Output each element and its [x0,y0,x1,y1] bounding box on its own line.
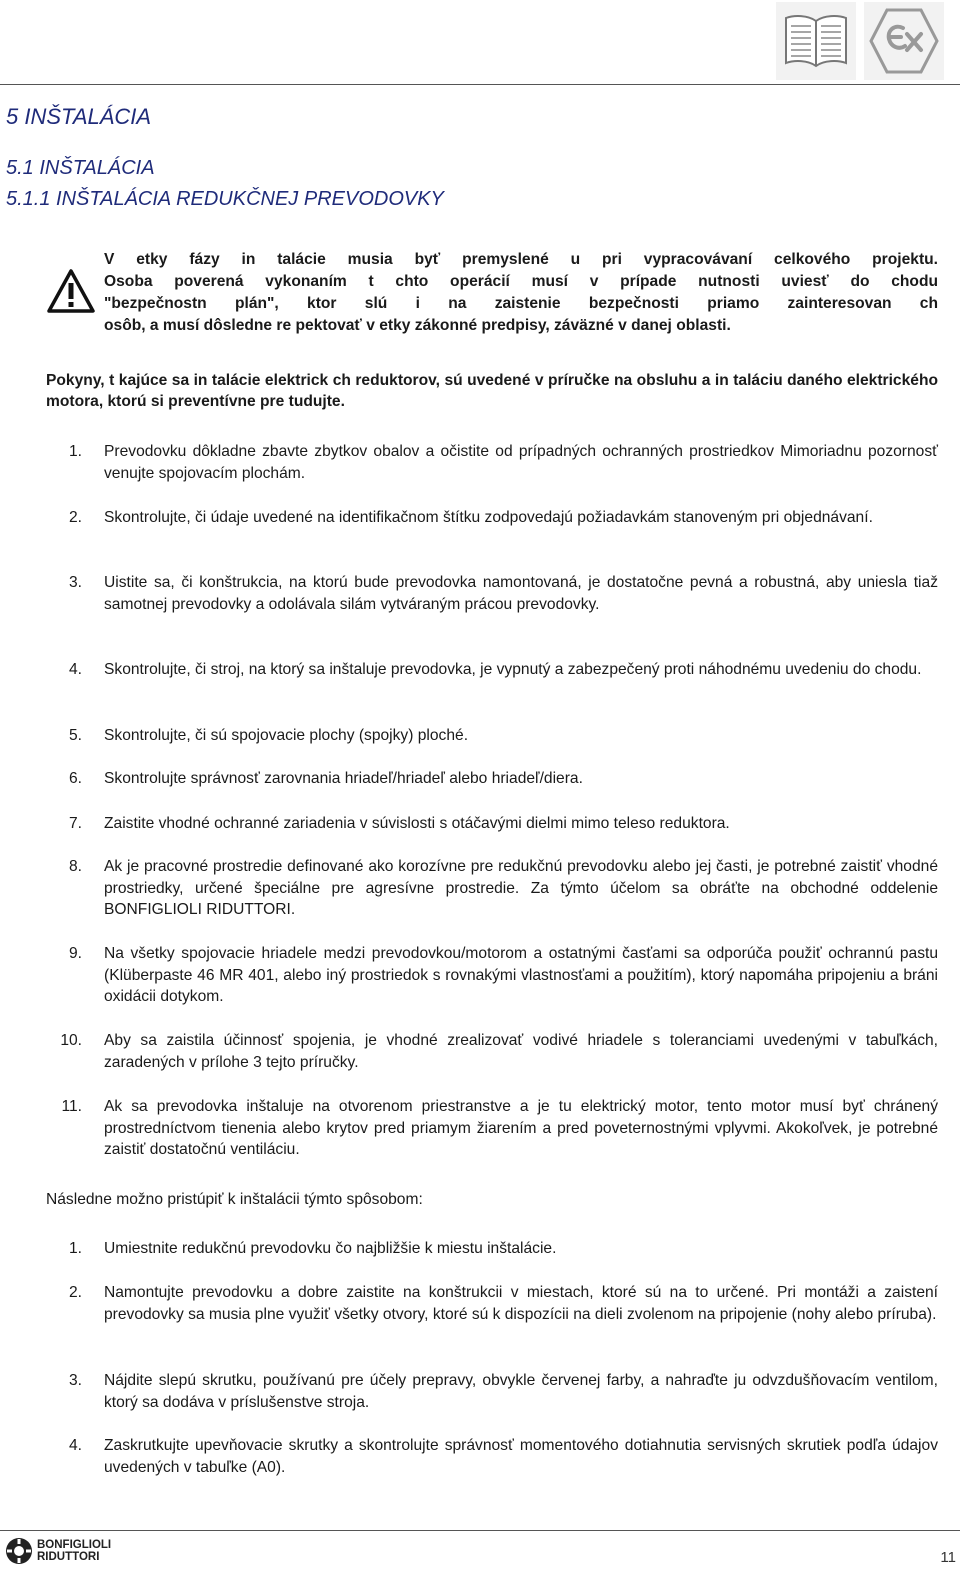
list-number: 3. [68,574,82,591]
list-number: 11. [61,1098,82,1115]
warning-line: V etky fázy in talácie musia byť premyslené u pri vypracovávaní celkového projektu. [104,251,938,268]
list-text: Skontrolujte, či údaje uvedené na identifikačnom štítku zodpovedajú požiadavkám stanoveným pri objednávaní. [104,509,873,526]
list-number: 9. [68,945,82,962]
bonfiglioli-logo [4,1536,111,1566]
list-number: 4. [68,1437,82,1454]
section-heading: 5 INŠTALÁCIA [6,104,152,129]
list-text: Aby sa zaistila účinnosť spojenia, je vhodné zrealizovať vodivé hriadele s toleranciami uvedenými v tabuľkách, zaradených v prílohe 3 tejto príručky. [104,1032,938,1071]
warning-line: osôb, a musí dôsledne re pektovať v etky zákonné predpisy, záväzné v danej oblasti. [104,317,731,334]
subsection-heading: 5.1 INŠTALÁCIA [6,157,155,179]
logo-line2: RIDUTTORI [37,1551,100,1563]
list-text: Ak je pracovné prostredie definované ako korozívne pre redukčnú prevodovku alebo jej časti, je potrebné zaistiť vhodné prostriedky, určené špeciálne pre agresívne prostredie. Za týmto účelom sa obráťte na obchodné oddelenie BONFIGLIOLI RIDUTTORI. [104,858,938,918]
list-text: Namontujte prevodovku a dobre zaistite na konštrukcii v miestach, ktoré sú na to určené. Pri montáži a zaistení prevodovky sa musia plne využiť všetky otvory, ktoré sú k dispozícii na dieli zvolenom na pripojenie (nohy alebo príruba). [104,1284,938,1323]
list-number: 4. [68,661,82,678]
sub-subsection-heading: 5.1.1 INŠTALÁCIA REDUKČNEJ PREVODOVKY [6,188,444,210]
warning-line: Osoba poverená vykonaním t chto operácií musí v prípade nutnosti uviesť do chodu [104,273,938,290]
list-number: 1. [68,1240,82,1257]
page-number: 11 [940,1549,956,1566]
list-text: Zaskrutkujte upevňovacie skrutky a skontrolujte správnosť momentového dotiahnutia servisných skrutiek podľa údajov uvedených v tabuľke (A0). [104,1437,938,1476]
header-divider [0,84,960,85]
list-number: 6. [68,770,82,787]
header-icons [776,2,944,80]
footer-divider [0,1530,960,1531]
list-text: Skontrolujte správnosť zarovnania hriadeľ/hriadeľ alebo hriadeľ/diera. [104,770,583,787]
gear-logo-icon [4,1536,34,1566]
list-text: Skontrolujte, či sú spojovacie plochy (spojky) ploché. [104,727,469,744]
list-text: Uistite sa, či konštrukcia, na ktorú bude prevodovka namontovaná, je dostatočne pevná a robustná, aby uniesla tiaž samotnej prevodovky a odolávala silám vytváraným prácou prevodovky. [104,574,938,613]
intro-paragraph [46,370,938,412]
list-number: 1. [68,443,82,460]
warning-triangle-icon [46,268,96,314]
list-text: Na všetky spojovacie hriadele medzi prevodovkou/motorom a ostatnými časťami sa odporúča použiť ochrannú pastu (Klüberpaste 46 MR 401, alebo iný prostriedok s rovnakými vlastnosťami a použitím), ktorý napomáha pripojeniu a bráni oxidácii dotykom. [104,945,938,1005]
list-text: Prevodovku dôkladne zbavte zbytkov obalov a očistite od prípadných ochranných prostriedkov Mimoriadnu pozornosť venujte spojovacím plochám. [104,443,938,482]
list-text: Skontrolujte, či stroj, na ktorý sa inštaluje prevodovka, je vypnutý a zabezpečený proti náhodnému uvedeniu do chodu. [104,661,922,678]
book-manual-icon [776,2,856,80]
list-number: 7. [68,815,82,832]
intro-text: Pokyny, t kajúce sa in talácie elektrick ch reduktorov, sú uvedené v príručke na obsluhu a in taláciu daného elektrického motora, ktorú si preventívne pre tudujte. [46,372,938,410]
list-number: 5. [68,727,82,744]
ex-atex-icon [864,2,944,80]
safety-warning [104,249,938,337]
list-number: 10. [60,1032,82,1049]
list-text: Nájdite slepú skrutku, používanú pre účely prepravy, obvykle červenej farby, a nahraďte ju odvzdušňovacím ventilom, ktorý sa dodáva v príslušenstve stroja. [104,1372,938,1411]
warning-line: "bezpečnostn plán", ktor slú i na zaistenie bezpečnosti priamo zainteresovan ch [104,295,938,312]
list-number: 3. [68,1372,82,1389]
list-text: Ak sa prevodovka inštaluje na otvorenom priestranstve a je tu elektrický motor, tento motor musí byť chránený prostredníctvom tienenia alebo krytov pred priamym žiarením a pred poveternostnými vplyvmi. Akokoľvek, je potrebné zaistiť dostatočnú ventiláciu. [104,1098,938,1158]
list-text: Zaistite vhodné ochranné zariadenia v súvislosti s otáčavými dielmi mimo teleso reduktora. [104,815,730,832]
list-number: 2. [68,1284,82,1301]
install-intro: Následne možno pristúpiť k inštalácii týmto spôsobom: [46,1191,423,1208]
list-number: 8. [68,858,82,875]
list-number: 2. [68,509,82,526]
logo-line1: BONFIGLIOLI [37,1539,112,1551]
list-text: Umiestnite redukčnú prevodovku čo najbližšie k miestu inštalácie. [104,1240,557,1257]
